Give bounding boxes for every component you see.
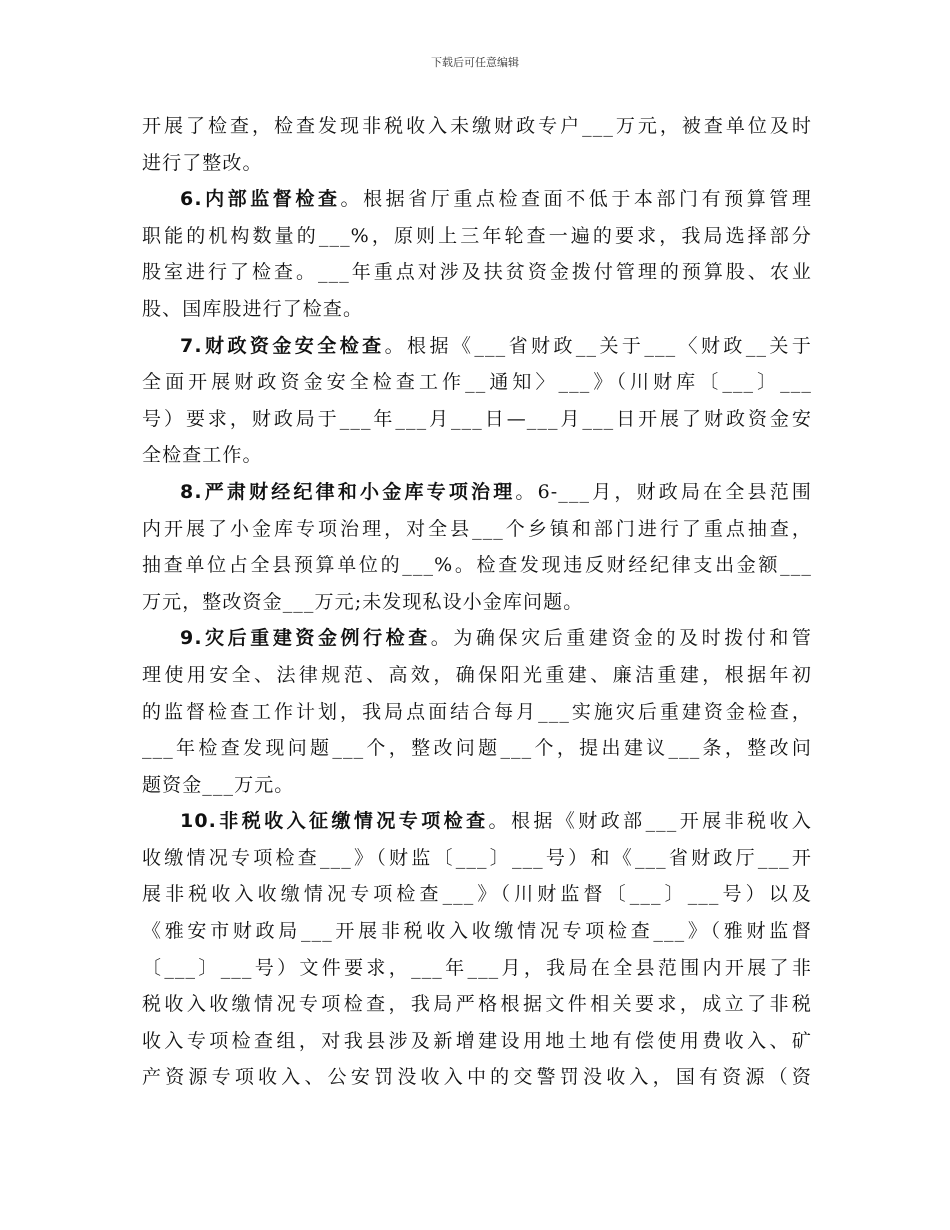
section-heading: 8.严肃财经纪律和小金库专项治理 <box>180 480 516 503</box>
line-text: 。6-___月，财政局在全县范围 <box>515 480 813 503</box>
text-line: 股、国库股进行了检查。 <box>142 297 364 320</box>
page-header: 下载后可任意编辑 <box>431 56 519 69</box>
paragraph-6 <box>142 181 812 327</box>
text-line <box>142 620 812 657</box>
section-heading: 6.内部监督检查 <box>180 188 341 211</box>
section-heading: 10.非税收入征缴情况专项检查 <box>180 810 489 833</box>
text-line: 产资源专项收入、公安罚没收入中的交警罚没收入，国有资源（资 <box>142 1066 812 1089</box>
text-line: 职能的机构数量的___%，原则上三年轮查一遍的要求，我局选择部分 <box>142 224 812 247</box>
text-line <box>142 328 812 365</box>
text-line <box>142 474 812 511</box>
text-line: 理使用安全、法律规范、高效，确保阳光重建、廉洁重建，根据年初 <box>142 663 812 686</box>
text-line: 收入专项检查组，对我县涉及新增建设用地土地有偿使用费收入、矿 <box>142 1029 812 1052</box>
section-heading: 7.财政资金安全检查 <box>180 334 385 357</box>
text-line: 号）要求，财政局于___年___月___日—___月___日开展了财政资金安 <box>142 407 812 430</box>
document-body <box>142 108 812 1096</box>
text-line: 全面开展财政资金安全检查工作__通知〉___》（川财库〔___〕___ <box>142 371 812 394</box>
section-heading: 9.灾后重建资金例行检查 <box>180 627 431 650</box>
text-line: 万元，整改资金___万元;未发现私设小金库问题。 <box>142 590 584 613</box>
text-line: 的监督检查工作计划，我局点面结合每月___实施灾后重建资金检查， <box>142 700 812 723</box>
text-line <box>142 181 812 218</box>
paragraph-7 <box>142 328 812 474</box>
text-line <box>142 803 812 840</box>
paragraph-8 <box>142 474 812 620</box>
paragraph-10 <box>142 803 812 1096</box>
text-line: 内开展了小金库专项治理，对全县___个乡镇和部门进行了重点抽查， <box>142 517 812 540</box>
paragraph-9 <box>142 620 812 803</box>
text-line: 展非税收入收缴情况专项检查___》（川财监督〔___〕___号）以及 <box>142 883 812 906</box>
text-line: 〔___〕___号）文件要求，___年___月，我局在全县范围内开展了非 <box>142 956 812 979</box>
text-line: 《雅安市财政局___开展非税收入收缴情况专项检查___》（雅财监督 <box>142 920 812 943</box>
paragraph-5-continuation <box>142 108 812 181</box>
text-line: 收缴情况专项检查___》（财监〔___〕___号）和《___省财政厅___开 <box>142 846 812 869</box>
line-text: 。为确保灾后重建资金的及时拨付和管 <box>430 627 812 650</box>
text-line: 全检查工作。 <box>142 444 263 467</box>
text-line: 题资金___万元。 <box>142 773 295 796</box>
line-text: 。根据省厅重点检查面不低于本部门有预算管理 <box>340 188 812 211</box>
text-line: 股室进行了检查。___年重点对涉及扶贫资金拨付管理的预算股、农业 <box>142 261 812 284</box>
line-text: 。根据《财政部___开展非税收入 <box>488 810 812 833</box>
text-line: 进行了整改。 <box>142 151 263 174</box>
text-line: ___年检查发现问题___个，整改问题___个，提出建议___条，整改问 <box>142 737 812 760</box>
text-line: 抽查单位占全县预算单位的___%。检查发现违反财经纪律支出金额___ <box>142 554 812 577</box>
line-text: 。根据《___省财政__关于___〈财政__关于 <box>384 334 812 357</box>
text-line: 开展了检查，检查发现非税收入未缴财政专户___万元，被查单位及时 <box>142 115 812 137</box>
text-line: 税收入收缴情况专项检查，我局严格根据文件相关要求，成立了非税 <box>142 993 812 1016</box>
